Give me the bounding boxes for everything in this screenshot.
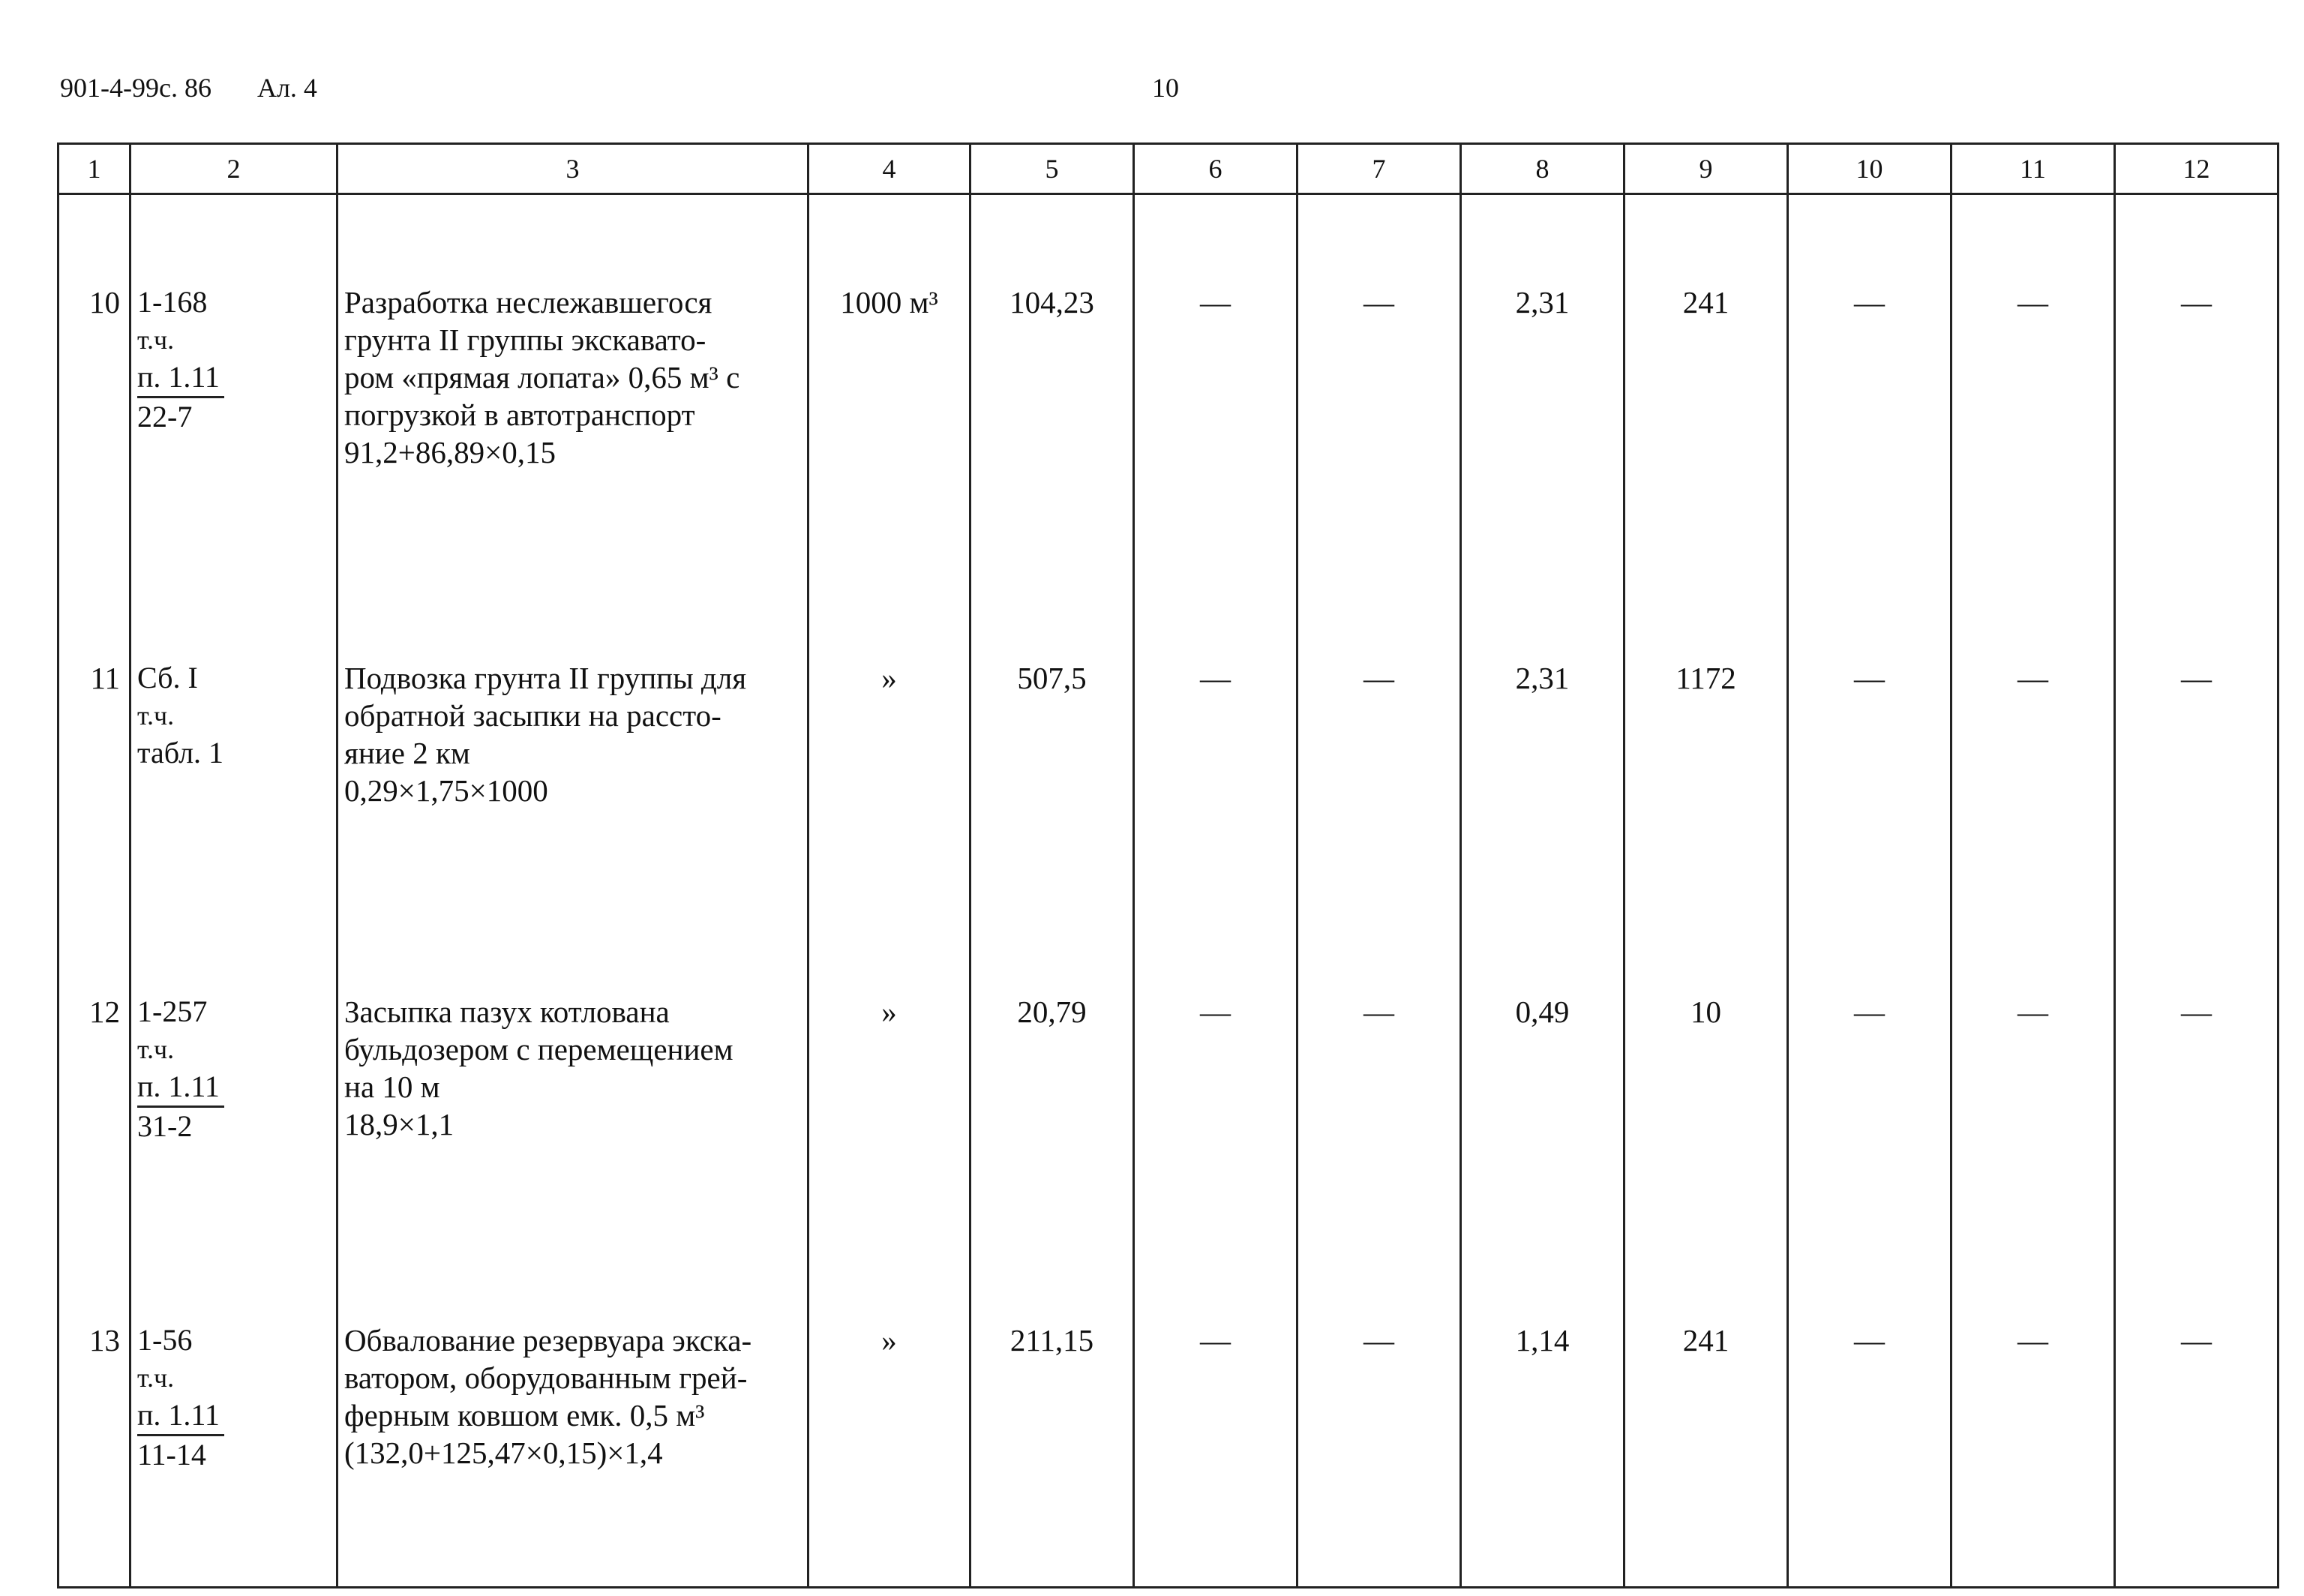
code-line: табл. 1	[137, 736, 224, 770]
value-cell: —	[1788, 571, 1952, 904]
column-number-header-row	[58, 144, 2278, 194]
value-cell: —	[1298, 1233, 1461, 1587]
norm-reference	[130, 571, 338, 904]
value-cell: —	[2115, 571, 2278, 904]
value-cell: —	[1788, 1233, 1952, 1587]
column-header: 9	[1624, 144, 1788, 194]
value-cell: 1,14	[1461, 1233, 1624, 1587]
table-row	[58, 1233, 2278, 1587]
column-header: 4	[808, 144, 970, 194]
value-cell: —	[1298, 194, 1461, 572]
unit-cell: »	[808, 571, 970, 904]
description-line: Обвалование резервуара экска-	[344, 1323, 752, 1358]
description-line: ватором, оборудованным грей-	[344, 1360, 748, 1396]
description-line: обратной засыпки на рассто-	[344, 698, 722, 734]
work-description	[338, 194, 808, 572]
code-line: 1-56	[137, 1323, 193, 1358]
code-line: т.ч.	[137, 1363, 175, 1394]
description-line: Засыпка пазух котлована	[344, 994, 670, 1030]
value-cell: 241	[1624, 1233, 1788, 1587]
value-cell: —	[1134, 571, 1298, 904]
value-cell: —	[1952, 1233, 2115, 1587]
description-line: бульдозером с перемещением	[344, 1032, 734, 1067]
formula-line: 91,2+86,89×0,15	[344, 435, 556, 470]
estimate-table	[57, 142, 2279, 1588]
work-description	[338, 904, 808, 1233]
description-line: грунта II группы экскавато-	[344, 322, 706, 357]
column-header: 5	[970, 144, 1134, 194]
row-number: 12	[58, 904, 130, 1233]
table-row	[58, 571, 2278, 904]
value-cell: —	[1134, 904, 1298, 1233]
column-header: 11	[1952, 144, 2115, 194]
formula-line: (132,0+125,47×0,15)×1,4	[344, 1436, 663, 1471]
album-number: Ал. 4	[256, 73, 317, 103]
value-cell: 104,23	[970, 194, 1134, 572]
value-cell: 20,79	[970, 904, 1134, 1233]
row-number: 11	[58, 571, 130, 904]
norm-reference	[130, 904, 338, 1233]
value-cell: 1172	[1624, 571, 1788, 904]
value-cell: —	[1134, 1233, 1298, 1587]
value-cell: —	[1788, 904, 1952, 1233]
column-header: 1	[58, 144, 130, 194]
code-line: 11-14	[137, 1438, 206, 1472]
description-line: ферным ковшом емк. 0,5 м³	[344, 1398, 705, 1433]
row-number: 13	[58, 1233, 130, 1587]
value-cell: —	[2115, 194, 2278, 572]
norm-reference	[130, 1233, 338, 1587]
page-number: 10	[1152, 73, 1179, 103]
column-header: 7	[1298, 144, 1461, 194]
value-cell: —	[2115, 904, 2278, 1233]
row-number: 10	[58, 194, 130, 572]
unit-cell: »	[808, 904, 970, 1233]
value-cell: 2,31	[1461, 194, 1624, 572]
value-cell: 507,5	[970, 571, 1134, 904]
value-cell: 241	[1624, 194, 1788, 572]
column-header: 8	[1461, 144, 1624, 194]
value-cell: 0,49	[1461, 904, 1624, 1233]
code-line: п. 1.11	[137, 358, 224, 398]
column-header: 2	[130, 144, 338, 194]
code-line: Сб. I	[137, 661, 198, 695]
unit-cell: 1000 м³	[808, 194, 970, 572]
description-line: Разработка неслежавшегося	[344, 285, 712, 320]
table-row	[58, 194, 2278, 572]
column-header: 12	[2115, 144, 2278, 194]
description-line: ром «прямая лопата» 0,65 м³ с	[344, 360, 740, 394]
work-description	[338, 571, 808, 904]
column-header: 10	[1788, 144, 1952, 194]
formula-line: 0,29×1,75×1000	[344, 773, 548, 808]
value-cell: —	[1298, 904, 1461, 1233]
description-line: Подвозка грунта II группы для	[344, 661, 747, 696]
value-cell: —	[1788, 194, 1952, 572]
code-line: п. 1.11	[137, 1068, 224, 1108]
column-header: 3	[338, 144, 808, 194]
column-header: 6	[1134, 144, 1298, 194]
code-line: т.ч.	[137, 700, 175, 731]
value-cell: —	[1952, 571, 2115, 904]
value-cell: 2,31	[1461, 571, 1624, 904]
value-cell: —	[1134, 194, 1298, 572]
code-line: т.ч.	[137, 1034, 175, 1065]
value-cell: —	[1952, 194, 2115, 572]
value-cell: —	[1952, 904, 2115, 1233]
code-line: п. 1.11	[137, 1396, 224, 1436]
table-row	[58, 904, 2278, 1233]
description-line: на 10 м	[344, 1070, 440, 1105]
document-code	[60, 72, 317, 104]
doc-code: 901-4-99с. 86	[60, 73, 212, 103]
code-line: 1-168	[137, 285, 208, 319]
value-cell: 10	[1624, 904, 1788, 1233]
norm-reference	[130, 194, 338, 572]
value-cell: 211,15	[970, 1233, 1134, 1587]
unit-cell: »	[808, 1233, 970, 1587]
description-line: яние 2 км	[344, 736, 470, 771]
value-cell: —	[1298, 571, 1461, 904]
value-cell: —	[2115, 1233, 2278, 1587]
work-description	[338, 1233, 808, 1587]
code-line: 22-7	[137, 400, 193, 434]
code-line: т.ч.	[137, 325, 175, 355]
code-line: 31-2	[137, 1109, 193, 1144]
code-line: 1-257	[137, 994, 208, 1029]
formula-line: 18,9×1,1	[344, 1107, 454, 1142]
description-line: погрузкой в автотранспорт	[344, 398, 695, 432]
